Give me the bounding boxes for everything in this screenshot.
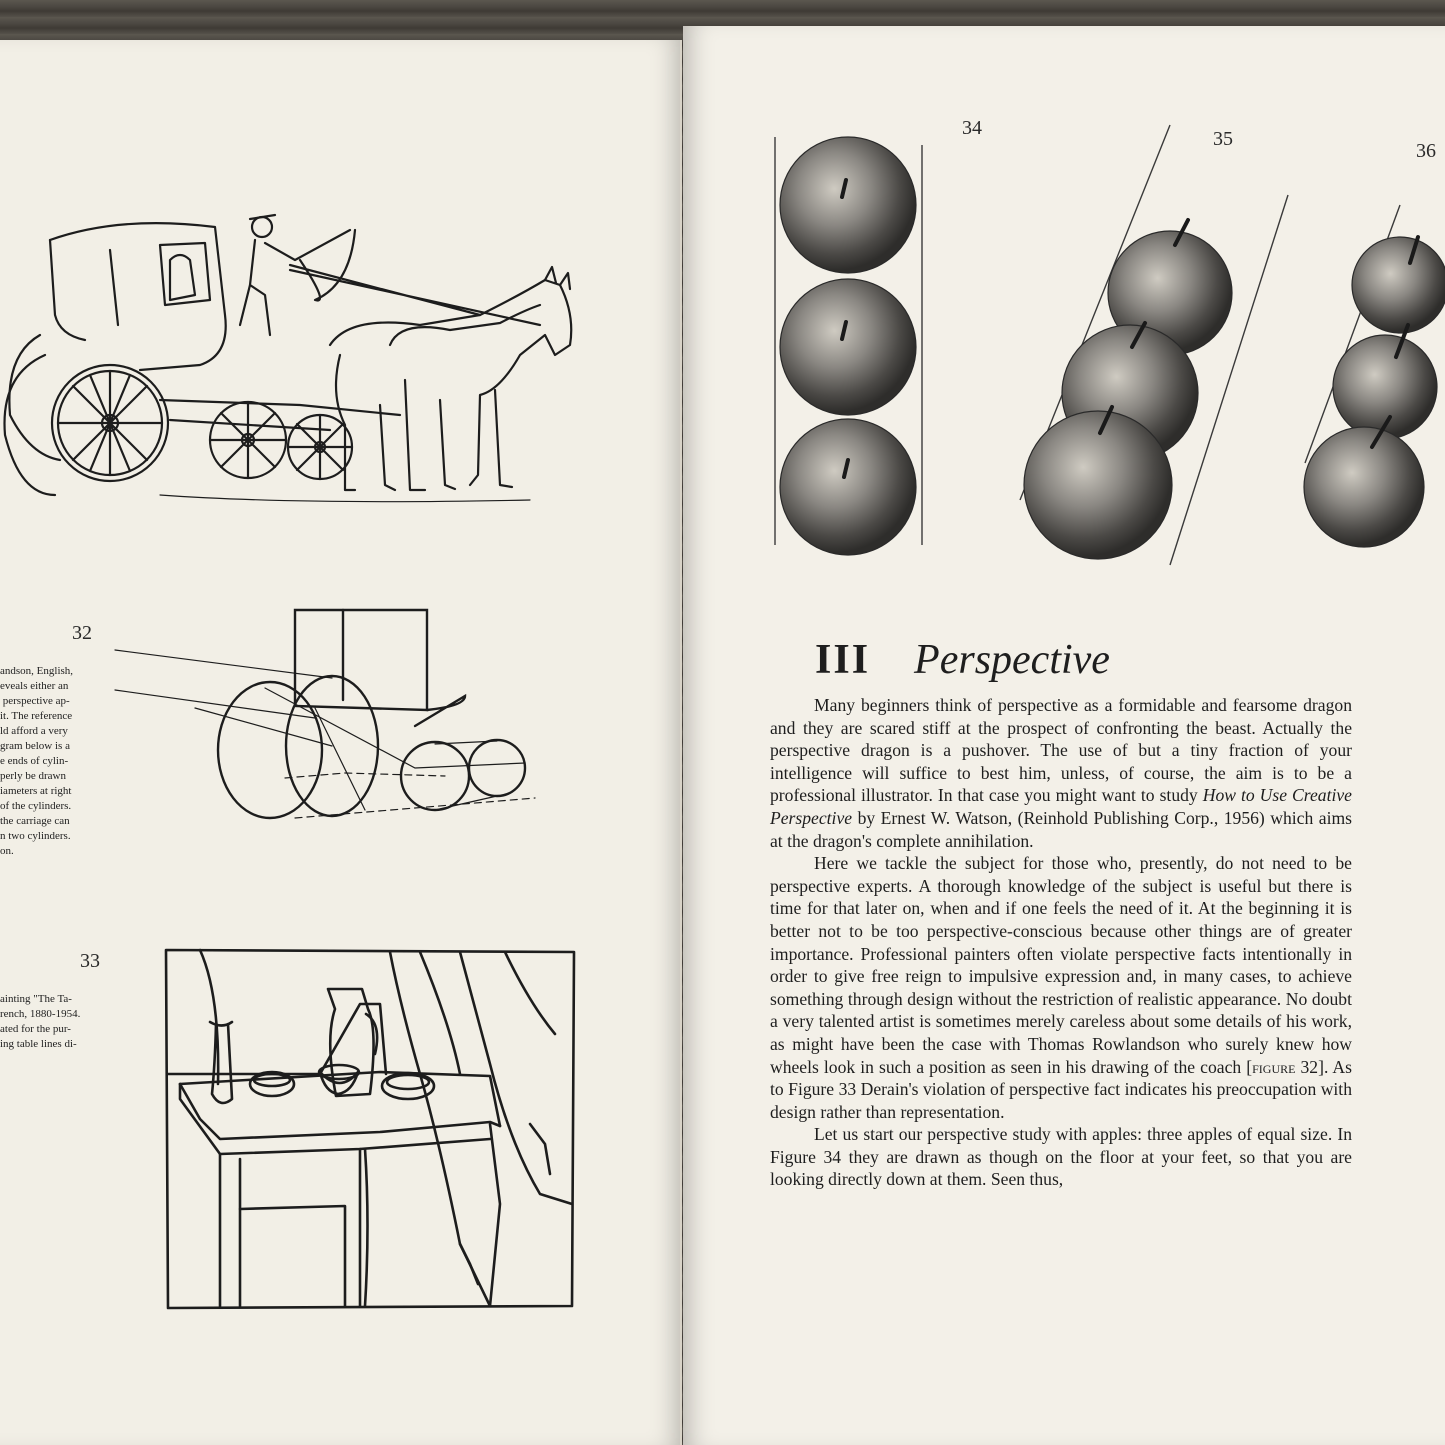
figure-35-number: 35 <box>1213 128 1233 150</box>
figure-34-number: 34 <box>962 117 982 139</box>
paragraph-1-text-b: by Ernest W. Watson, (Reinhold Publishing Corp., 1956) which aims at the dragon's complete annihilation. <box>770 807 1352 851</box>
paragraph-2 <box>770 852 1352 1123</box>
derain-still-life-drawing <box>160 944 580 1314</box>
paragraph-2-text-b: 32]. As to Figure 33 Derain's violation of perspective fact indicates his preoccupation with design rather than representation. <box>770 1056 1352 1122</box>
cylinder-perspective-diagram <box>115 598 535 828</box>
chapter-heading <box>815 636 1110 684</box>
apples-perspective-drawings <box>760 125 1445 565</box>
body-text <box>770 694 1352 1191</box>
figure-32-number: 32 <box>72 622 92 644</box>
paragraph-2-text-a: Here we tackle the subject for those who, presently, do not need to be perspective experts. A thorough knowledge of the subject is useful but there is time for that later on, when and if one feels the need of it. At the beginning it is better not to be too perspective-conscious because other things are of greater importance. Professional painters often violate perspective facts intentionally in order to give free reign to impulsive expression and, in many cases, to achieve something through design without the restriction of realistic appearance. No doubt a very talented artist is sometimes merely careless about some details of his work, as might have been the case with Thomas Rowlandson who surely knew how wheels look in such a position as seen in his drawing of the coach [ <box>770 853 1352 1077</box>
figure-33-number: 33 <box>80 950 100 972</box>
paragraph-3: Let us start our perspective study with apples: three apples of equal size. In Figure 34 they are drawn as though on the floor at your feet, so that you are looking directly down at them. Seen thus, <box>770 1124 1352 1190</box>
figure-33-caption: ainting "The Ta- rench, 1880-1954. ated for the pur- ing table lines di- <box>0 993 81 1050</box>
coach-illustration <box>0 205 590 515</box>
paragraph-1 <box>770 694 1352 852</box>
chapter-title: Perspective <box>914 637 1110 683</box>
figure-32-caption: andson, English, eveals either an perspective ap- it. The reference ld afford a very gram below is a e ends of cylin- perly be drawn iameters at right of the cylinders. the carriage can n two cylinders. on. <box>0 665 74 857</box>
book-title: How to Use Creative Perspective <box>770 785 1352 828</box>
figure-36-number: 36 <box>1416 140 1436 162</box>
chapter-number: III <box>815 637 871 683</box>
paragraph-1-text-a: Many beginners think of perspective as a formidable and fearsome dragon and they are scared stiff at the prospect of confronting the beast. Actually the perspective dragon is a pushover. The use of but a tiny fraction of your intelligence will suffice to best him, unless, of course, the aim is to be a professional illustrator. In that case you might want to study <box>770 695 1352 806</box>
figure-reference: figure <box>1252 1056 1296 1077</box>
